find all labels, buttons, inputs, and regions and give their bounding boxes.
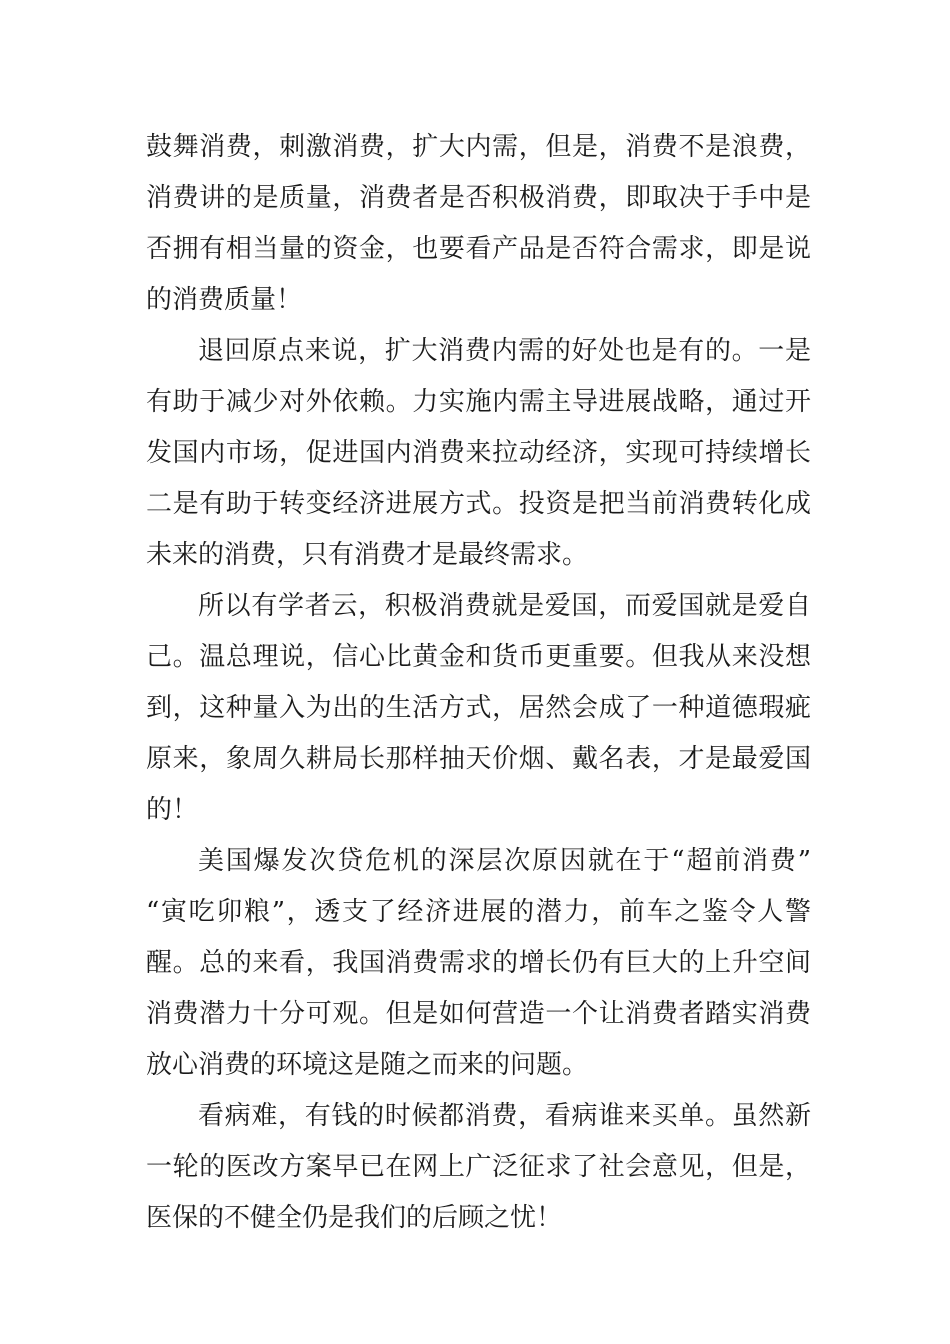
text-line: 消费潜力十分可观。但是如何营造一个让消费者踏实消费 (146, 999, 811, 1029)
text-line: 醒。总的来看，我国消费需求的增长仍有巨大的上升空间 (146, 948, 811, 978)
text-line: 消费讲的是质量，消费者是否积极消费，即取决于手中是 (146, 183, 811, 213)
text-line: 否拥有相当量的资金，也要看产品是否符合需求，即是说 (146, 234, 811, 264)
text-line: 的消费质量！ (146, 285, 303, 315)
paragraph-4 (146, 836, 811, 1091)
text-line: 有助于减少对外依赖。力实施内需主导进展战略，通过开 (146, 387, 811, 417)
text-line: 己。温总理说，信心比黄金和货币更重要。但我从来没想 (146, 642, 811, 672)
text-line: 未来的消费，只有消费才是最终需求。 (146, 540, 589, 570)
text-line: 到，这种量入为出的生活方式，居然会成了一种道德瑕疵 (146, 693, 811, 723)
text-line: 的！ (146, 795, 199, 825)
paragraph-3 (146, 581, 811, 836)
document-body (146, 122, 811, 1244)
paragraph-1 (146, 122, 811, 326)
text-line: 医保的不健全仍是我们的后顾之忧！ (146, 1203, 563, 1233)
paragraph-2 (146, 326, 811, 581)
paragraph-5 (146, 1091, 811, 1244)
text-line: 所以有学者云，积极消费就是爱国，而爱国就是爱自 (198, 591, 811, 621)
text-line: 一轮的医改方案早已在网上广泛征求了社会意见，但是， (146, 1152, 811, 1182)
text-line: “寅吃卯粮”，透支了经济进展的潜力，前车之鉴令人警 (146, 897, 811, 927)
text-line: 发国内市场，促进国内消费来拉动经济，实现可持续增长 (146, 438, 811, 468)
text-line: 看病难，有钱的时候都消费，看病谁来买单。虽然新 (198, 1101, 811, 1131)
text-line: 鼓舞消费，刺激消费，扩大内需，但是，消费不是浪费， (146, 132, 811, 162)
text-line: 美国爆发次贷危机的深层次原因就在于“超前消费” (198, 846, 811, 876)
text-line: 原来，象周久耕局长那样抽天价烟、戴名表，才是最爱国 (146, 744, 811, 774)
text-line: 放心消费的环境这是随之而来的问题。 (146, 1050, 589, 1080)
text-line: 退回原点来说，扩大消费内需的好处也是有的。一是 (198, 336, 811, 366)
text-line: 二是有助于转变经济进展方式。投资是把当前消费转化成 (146, 489, 811, 519)
